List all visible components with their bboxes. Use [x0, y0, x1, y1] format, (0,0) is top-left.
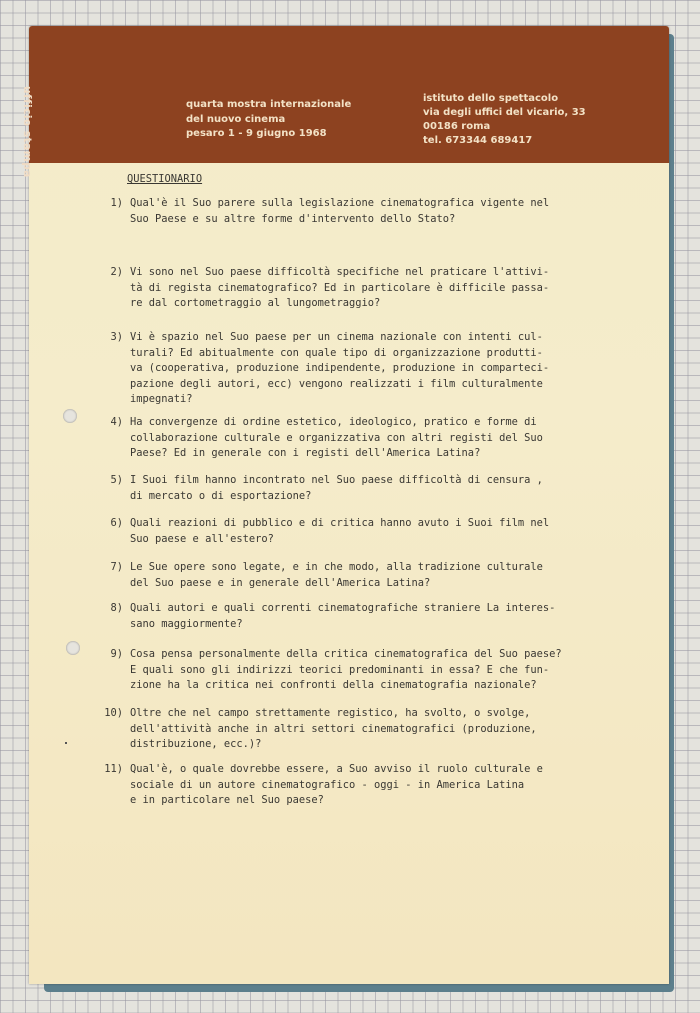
question-line: pazione degli autori, ecc) vengono realizzati i film culturalmente: [130, 377, 543, 390]
question-line: Vi sono nel Suo paese difficoltà specifiche nel praticare l'attivi-: [130, 266, 550, 278]
institution-street: via degli uffici del vicario, 33: [423, 107, 586, 118]
question-text: [130, 516, 655, 547]
question-line: I Suoi film hanno incontrato nel Suo paese difficoltà di censura ,: [130, 474, 543, 486]
punch-hole: [66, 641, 80, 655]
question-line: sano maggiormente?: [130, 617, 243, 630]
question-number: 9): [110, 648, 123, 660]
question-line: Qual'è il Suo parere sulla legislazione cinematografica vigente nel: [130, 197, 550, 209]
question-line: sociale di un autore cinematografico - oggi - in America Latina: [130, 778, 525, 791]
question-line: Qual'è, o quale dovrebbe essere, a Suo avviso il ruolo culturale e: [130, 763, 543, 775]
question-line: re dal cortometraggio al lungometraggio?: [130, 297, 381, 309]
letterhead-band: [21, 26, 669, 178]
event-dates-line: pesaro 1 - 9 giugno 1968: [186, 128, 327, 139]
question-line: E quali sono gli indirizzi teorici predominanti in essa? E che fun-: [130, 663, 550, 676]
question-line: e in particolare nel Suo paese?: [130, 794, 324, 806]
question-line: di mercato o di esportazione?: [130, 489, 312, 502]
question-text: [130, 601, 655, 632]
question-line: impegnati?: [130, 393, 193, 405]
question-line: va (cooperativa, produzione indipendente, produzione in comparteci-: [130, 362, 550, 374]
question-line: zione ha la critica nei confronti della cinematografia nazionale?: [130, 679, 537, 691]
question-text: [130, 265, 655, 312]
question-number: 7): [110, 561, 123, 573]
question-number: 5): [110, 474, 123, 486]
document-title: QUESTIONARIO: [127, 173, 203, 185]
question-text: [130, 330, 655, 408]
question-number: 2): [110, 266, 123, 278]
question-line: collaborazione culturale e organizzativa con altri registi del Suo: [130, 431, 543, 444]
question-line: dell'attività anche in altri settori cinematografici (produzione,: [130, 722, 537, 735]
question-text: [130, 196, 655, 227]
question-number: 4): [110, 416, 123, 428]
question-line: Paese? Ed in generale con i registi dell'America Latina?: [130, 447, 481, 459]
event-name-line: del nuovo cinema: [186, 113, 286, 125]
question-line: Cosa pensa personalmente della critica cinematografica del Suo paese?: [130, 648, 562, 660]
question-line: Quali autori e quali correnti cinematografiche straniere La interes-: [130, 602, 556, 614]
question-line: Suo Paese e su altre forme d'intervento dello Stato?: [130, 212, 456, 225]
question-number: 8): [110, 602, 123, 614]
question-text: [130, 560, 655, 591]
question-number: 11): [104, 763, 123, 775]
question-line: Suo paese e all'estero?: [130, 532, 274, 545]
institution-address: [423, 92, 586, 148]
institution-name: istituto dello spettacolo: [423, 93, 559, 104]
questionnaire-sheet: [21, 26, 669, 984]
institution-phone: tel. 673344 689417: [423, 135, 533, 146]
question-line: tà di regista cinematografico? Ed in particolare è difficile passa-: [130, 281, 550, 294]
event-heading: [186, 98, 351, 142]
question-line: Ha convergenze di ordine estetico, ideologico, pratico e forme di: [130, 416, 537, 428]
question-text: [130, 706, 655, 753]
question-number: 10): [104, 707, 123, 719]
question-number: 1): [110, 197, 123, 209]
question-text: [130, 473, 655, 504]
institution-city: 00186 roma: [423, 121, 491, 132]
question-number: 3): [110, 331, 123, 343]
question-line: Vi è spazio nel Suo paese per un cinema nazionale con intenti cul-: [130, 331, 543, 343]
question-text: [130, 415, 655, 462]
event-name-line: quarta mostra internazionale: [186, 99, 352, 110]
punch-hole: [63, 409, 77, 423]
question-line: Le Sue opere sono legate, e in che modo, alla tradizione culturale: [130, 561, 543, 573]
letterhead-side-label: ufficio stampa: [21, 86, 33, 178]
question-line: distribuzione, ecc.)?: [130, 738, 262, 750]
question-line: Oltre che nel campo strettamente registico, ha svolto, o svolge,: [130, 707, 531, 719]
question-line: Quali reazioni di pubblico e di critica hanno avuto i Suoi film nel: [130, 517, 550, 529]
question-text: [130, 647, 655, 694]
question-text: [130, 762, 655, 809]
question-number: 6): [110, 517, 123, 529]
question-line: del Suo paese e in generale dell'America Latina?: [130, 576, 431, 589]
question-line: turali? Ed abitualmente con quale tipo di organizzazione produtti-: [130, 346, 543, 359]
ink-mark: [65, 742, 67, 744]
